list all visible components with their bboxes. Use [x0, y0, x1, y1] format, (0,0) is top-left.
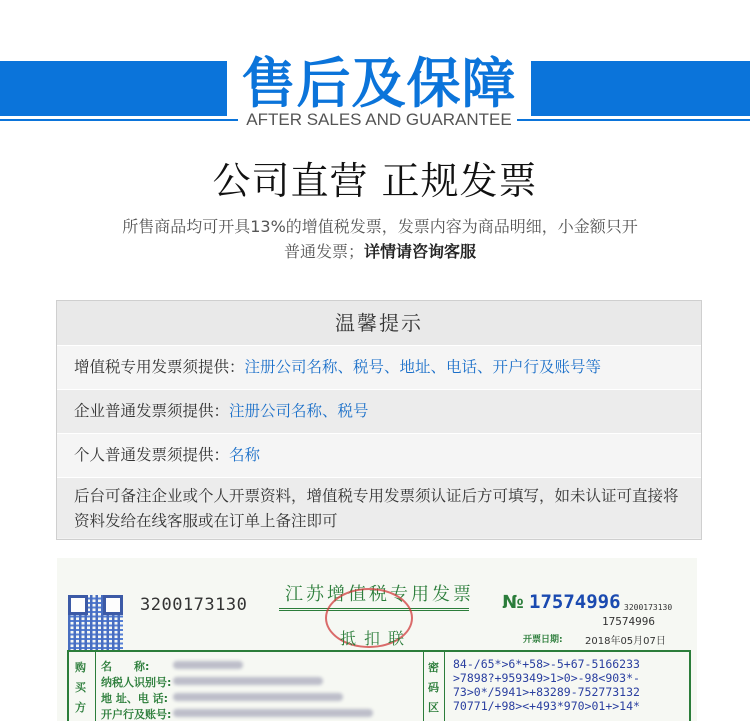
- notice-row-company: [57, 390, 701, 434]
- invoice-copy-type: 抵扣联: [340, 629, 413, 648]
- invoice-code: 3200173130: [140, 595, 248, 615]
- notice-row-label: 增值税专用发票须提供：: [74, 358, 245, 376]
- invoice-number-secondary: 17574996: [602, 615, 655, 628]
- invoice-title: 江苏增值税专用发票: [285, 584, 474, 605]
- notice-title: 温馨提示: [57, 301, 701, 346]
- blurred-field: [173, 677, 323, 685]
- invoice-number-symbol: №: [502, 592, 524, 613]
- buyer-label: 购买方: [75, 661, 86, 714]
- banner-bar-right: [531, 61, 750, 116]
- buyer-column: [69, 652, 96, 721]
- password-line: 73>0*/5941>+83289-752773132: [453, 685, 640, 699]
- notice-box: [56, 300, 702, 540]
- intro-body: 所售商品均可开具13%的增值税发票，发票内容为商品明细，小金额只开普通发票；: [122, 217, 638, 261]
- notice-row-personal: [57, 434, 701, 478]
- blurred-field: [173, 693, 343, 701]
- password-line: 84-/65*>6*+58>-5+67-5166233: [453, 657, 640, 671]
- field-name-label: 名 称:: [101, 660, 150, 673]
- issue-date: 2018年05月07日: [585, 636, 666, 647]
- password-label: 密码区: [428, 661, 439, 714]
- headline: 公司直营 正规发票: [212, 159, 538, 203]
- field-bank-label: 开户行及账号:: [101, 708, 172, 721]
- issue-date-label: 开票日期:: [523, 635, 563, 645]
- banner-line-left: [0, 119, 238, 121]
- banner-title: 售后及保障: [241, 52, 517, 115]
- field-address-label: 地 址、电 话:: [101, 692, 169, 705]
- banner-bar-left: [0, 61, 227, 116]
- invoice-grid: [67, 650, 691, 721]
- notice-row-value: 注册公司名称、税号、地址、电话、开户行及账号等: [244, 358, 602, 376]
- blurred-field: [173, 661, 243, 669]
- banner-line-right: [517, 119, 750, 121]
- password-lines: [453, 657, 640, 713]
- notice-row-label: 企业普通发票须提供：: [74, 402, 230, 420]
- invoice-sample-image: [57, 558, 697, 721]
- invoice-number: 17574996: [529, 591, 621, 613]
- notice-row-label: 个人普通发票须提供：: [74, 446, 230, 464]
- intro-text: [120, 214, 640, 264]
- notice-row-remark: [57, 478, 701, 538]
- invoice-number-small: 3200173130: [624, 603, 673, 612]
- banner-subtitle: AFTER SALES AND GUARANTEE: [246, 110, 512, 129]
- notice-row-vat: [57, 346, 701, 390]
- notice-row-value: 名称: [229, 446, 261, 464]
- notice-row-value: 注册公司名称、税号: [229, 402, 369, 420]
- intro-emphasis: 详情请咨询客服: [364, 242, 477, 261]
- password-line: 70771/+98><+493*970>01+>14*: [453, 699, 640, 713]
- password-line: >7898?+959349>1>0>-98<903*-: [453, 671, 640, 685]
- password-column: [423, 652, 445, 721]
- field-taxid-label: 纳税人识别号:: [101, 676, 172, 689]
- qr-code-icon: [68, 595, 123, 650]
- blurred-field: [173, 709, 373, 717]
- notice-row-label: 后台可备注企业或个人开票资料，增值税专用发票须认证后方可填写，如未认证可直接将资料发给在线客服或在订单上备注即可: [74, 487, 679, 530]
